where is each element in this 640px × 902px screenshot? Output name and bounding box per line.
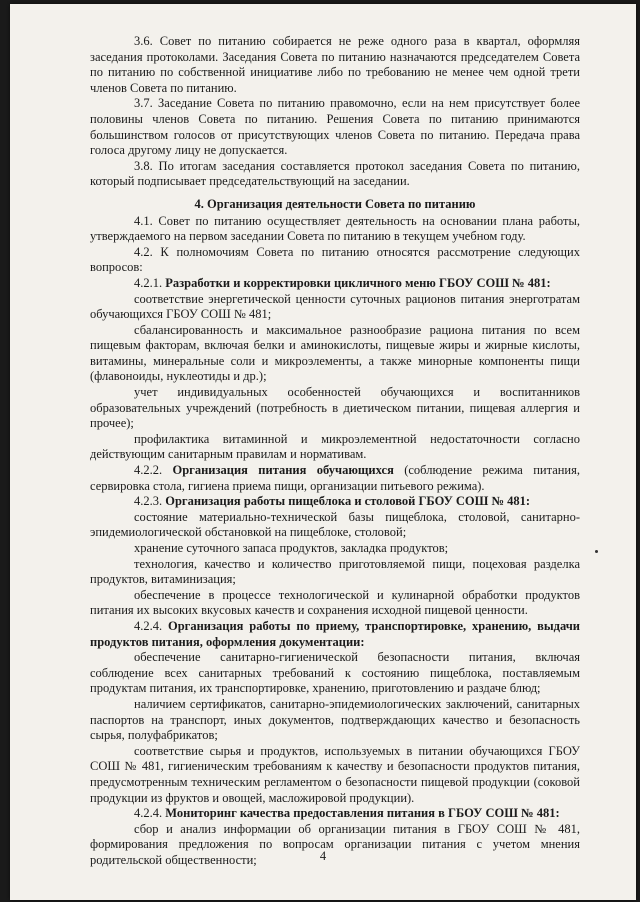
section-4-heading: 4. Организация деятельности Совета по питанию bbox=[194, 196, 476, 211]
item-title: Мониторинг качества предоставления питания в ГБОУ СОШ № 481: bbox=[165, 806, 560, 821]
paragraph-4-1: 4.1. Совет по питанию осуществляет деятельность на основании плана работы, утверждаемого на первом заседании Совета по питанию в текущем учебном году. bbox=[90, 213, 580, 244]
paragraph-3-6: 3.6. Совет по питанию собирается не реже одного раза в квартал, оформляя заседания протоколами. Заседания Совета по питанию назначаются председателем Совета по питанию по собственной инициативе либо по требованию не менее чем одной трети членов Совета по питанию. bbox=[90, 34, 580, 95]
page-number: 4 bbox=[319, 849, 327, 863]
item-title: Организация работы пищеблока и столовой ГБОУ СОШ № 481: bbox=[165, 494, 531, 509]
paragraph-4-2-1 bbox=[90, 276, 580, 292]
paragraph-3-8: 3.8. По итогам заседания составляется протокол заседания Совета по питанию, который подписывает председательствующий на заседании. bbox=[90, 158, 580, 189]
item-number: 4.2.2. bbox=[134, 463, 173, 478]
document-body bbox=[90, 34, 580, 868]
paragraph-4-2: 4.2. К полномочиям Совета по питанию относятся рассмотрение следующих вопросов: bbox=[90, 244, 580, 275]
document-page bbox=[10, 4, 636, 900]
paragraph-3-7: 3.7. Заседание Совета по питанию правомочно, если на нем присутствует более половины членов Совета по питанию. Решения Совета по питанию принимаются большинством голосов от присутствующих членов Совета по питанию. Передача права голоса другому лицу не допускается. bbox=[90, 96, 580, 158]
list-item: состояние материально-технической базы пищеблока, столовой, санитарно-эпидемиологической обстановкой на пищеблоке, столовой; bbox=[90, 509, 580, 540]
item-title: Разработки и корректировки цикличного меню ГБОУ СОШ № 481: bbox=[165, 275, 551, 290]
item-number: 4.2.4. bbox=[134, 618, 168, 633]
item-title: Организация питания обучающихся bbox=[172, 463, 394, 478]
list-item: учет индивидуальных особенностей обучающихся и воспитанников образовательных учреждений (потребность в диетическом питании, пищевая аллергия и прочее); bbox=[90, 385, 580, 431]
list-item: соответствие энергетической ценности суточных рационов питания энерготратам обучающихся ГБОУ СОШ № 481; bbox=[90, 291, 580, 322]
scan-speck bbox=[595, 550, 598, 553]
list-item: хранение суточного запаса продуктов, закладка продуктов; bbox=[134, 541, 449, 555]
paragraph-4-2-4-monitoring bbox=[90, 806, 580, 822]
item-number: 4.2.1. bbox=[134, 275, 166, 290]
list-item: обеспечение санитарно-гигиенической безопасности питания, включая соблюдение всех санитарных требований к состоянию пищеблока, поставляемым продуктам питания, их транспортировке, хранению, приготовлению и раздаче блюд; bbox=[90, 650, 580, 696]
item-number: 4.2.3. bbox=[134, 494, 166, 509]
paragraph-4-2-3 bbox=[90, 494, 580, 510]
item-text: (соблюдение режима питания, сервировка стола, гигиена приема пищи, организации питьевого режима). bbox=[90, 463, 580, 493]
paragraph-4-2-2 bbox=[90, 463, 580, 494]
item-number: 4.2.4. bbox=[134, 806, 166, 821]
list-item: сбор и анализ информации об организации питания в ГБОУ СОШ № 481, формирования предложения по вопросам организации питания с учетом мнения родительской общественности; bbox=[90, 821, 580, 867]
list-item: соответствие сырья и продуктов, используемых в питании обучающихся ГБОУ СОШ № 481, гигиеническим требованиям к качеству и безопасности продуктов питания, предусмотренным техническим регламентом о безопасности пищевой продукции (соковой продукции из фруктов и овощей, масложировой продукции). bbox=[90, 743, 580, 805]
item-title: Организация работы по приему, транспортировке, хранению, выдачи продуктов питания, оформления документации: bbox=[90, 618, 580, 649]
paragraph-4-2-4 bbox=[90, 619, 580, 650]
list-item: наличием сертификатов, санитарно-эпидемиологических заключений, санитарных паспортов на транспорт, иных документов, подтверждающих качество и безопасность сырья, полуфабрикатов; bbox=[90, 696, 580, 743]
list-item: профилактика витаминной и микроэлементной недостаточности согласно действующим санитарным правилам и нормативам. bbox=[90, 431, 580, 462]
list-item: технология, качество и количество приготовляемой пищи, поцеховая разделка продуктов, витаминизация; bbox=[90, 556, 580, 587]
list-item: сбалансированность и максимальное разнообразие рациона питания по всем пищевым факторам, включая белки и аминокислоты, пищевые жиры и жирные кислоты, витамины, минеральные соли и микроэлементы, а также минорные компоненты пищи (флавоноиды, нуклеотиды и др.); bbox=[90, 322, 580, 384]
list-item: обеспечение в процессе технологической и кулинарной обработки продуктов питания их высоких вкусовых качеств и сохранения исходной пищевой ценности. bbox=[90, 587, 580, 618]
